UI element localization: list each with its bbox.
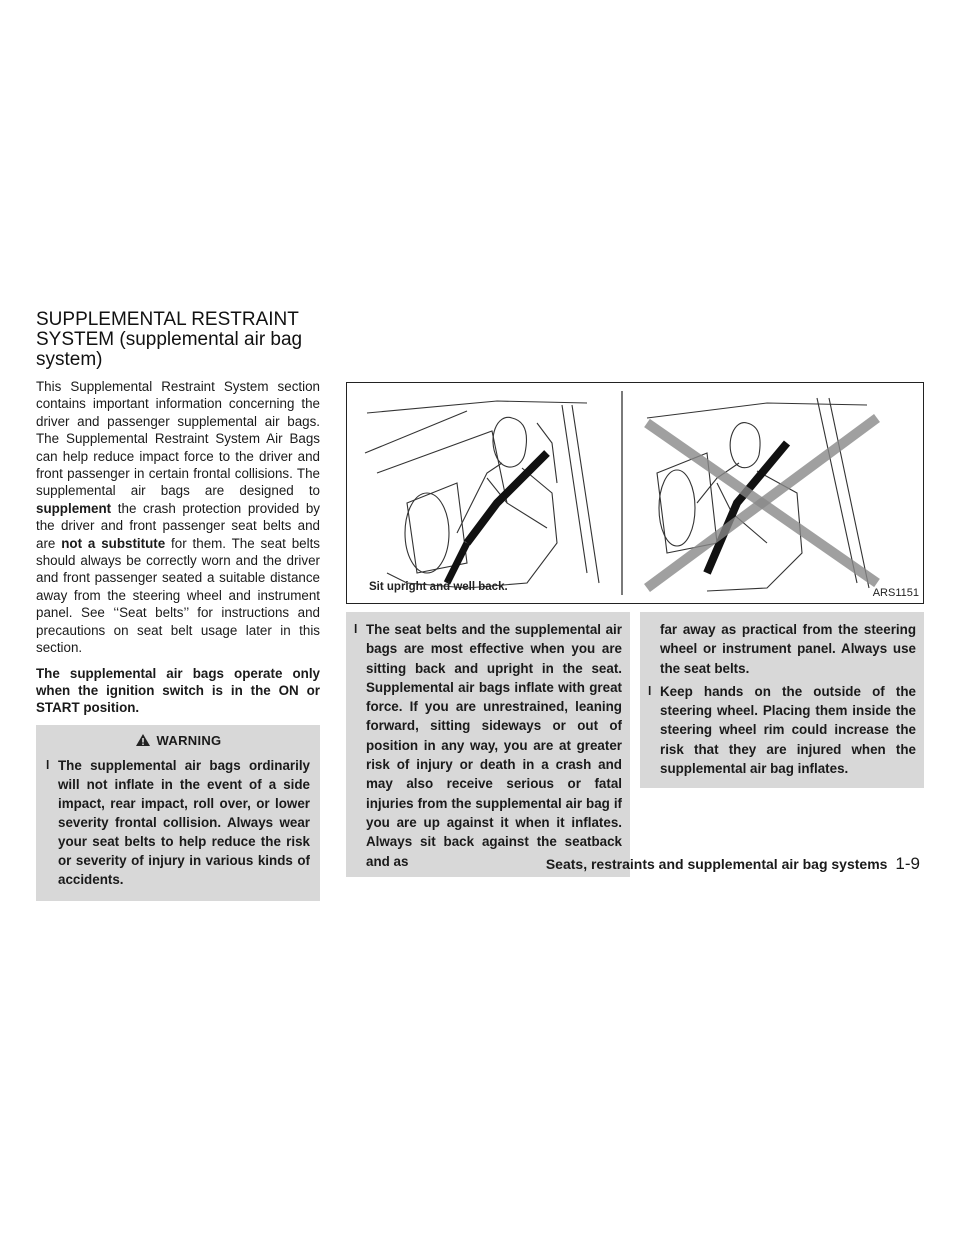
footer-section-title: Seats, restraints and supplemental air bag systems [545,856,888,872]
intro-emphasis-supplement: supplement [36,500,112,516]
page-footer [546,854,920,874]
warning-box-continued [346,612,630,877]
warning-item-continuation: far away as practical from the steering wheel or instrument panel. Always use the seat belts. [660,622,916,676]
intro-paragraph [36,378,320,657]
page-number: 1-9 [895,854,920,873]
figure-caption: Sit upright and well back. [369,581,508,593]
warning-triangle-icon [135,733,151,747]
warning-title [46,731,310,750]
bullet-icon: l [648,683,652,698]
warning-item-text: The seat belts and the supplemental air bags are most effective when you are sitting back and upright in the seat. Supplemental air bags inflate with great force. If you are unrestrained, leaning forward, sitting sideways or out of position in any way, you are at greater risk of injury or death in a crash and may also receive serious or fatal injuries from the supplemental air bag if you are up against it when it inflates. Always sit back against the seatback and as [366,622,622,869]
warning-item [354,620,622,871]
bullet-icon: l [46,757,50,772]
seating-illustration [347,383,923,603]
warning-box-continued-2 [640,612,924,788]
intro-text: This Supplemental Restraint System section contains important information concerning the driver and passenger supplemental air bags. The Supplemental Restraint System Air Bags can help reduce impact force to the driver and front passenger in certain frontal collisions. The supplemental air bags are designed to [36,379,320,499]
warning-title-text: WARNING [156,732,222,748]
intro-text: the crash protection provided by the driver and front passenger seat belts and are [36,500,320,551]
intro-emphasis-not-substitute: not a substitute [61,535,166,551]
warning-box [36,725,320,901]
warning-item-text: The supplemental air bags ordinarily will not inflate in the event of a side impact, rear impact, roll over, or lower severity frontal collision. Always wear your seat belts to help reduce the risk or severity of injury in various kinds of accidents. [58,757,310,887]
bullet-icon: l [354,622,358,636]
seating-position-figure [346,382,924,604]
figure-id: ARS1151 [872,587,919,599]
section-heading: SUPPLEMENTAL RESTRAINT SYSTEM (supplemental air bag system) [36,309,303,370]
warning-item [46,756,310,889]
warning-item-text: Keep hands on the outside of the steering wheel. Placing them inside the steering wheel rim could increase the risk that they are injured when the supplemental air bag inflates. [660,683,916,777]
column-1 [36,378,320,901]
ignition-note: The supplemental air bags operate only when the ignition switch is in the ON or START position. [36,665,320,716]
warning-item [648,682,916,778]
intro-text: for them. The seat belts should always be correctly worn and the driver and front passenger seated a suitable distance away from the steering wheel and instrument panel. See ‘‘Seat belts’’ for instructions and precautions on seat belt usage later in this section. [36,535,321,656]
